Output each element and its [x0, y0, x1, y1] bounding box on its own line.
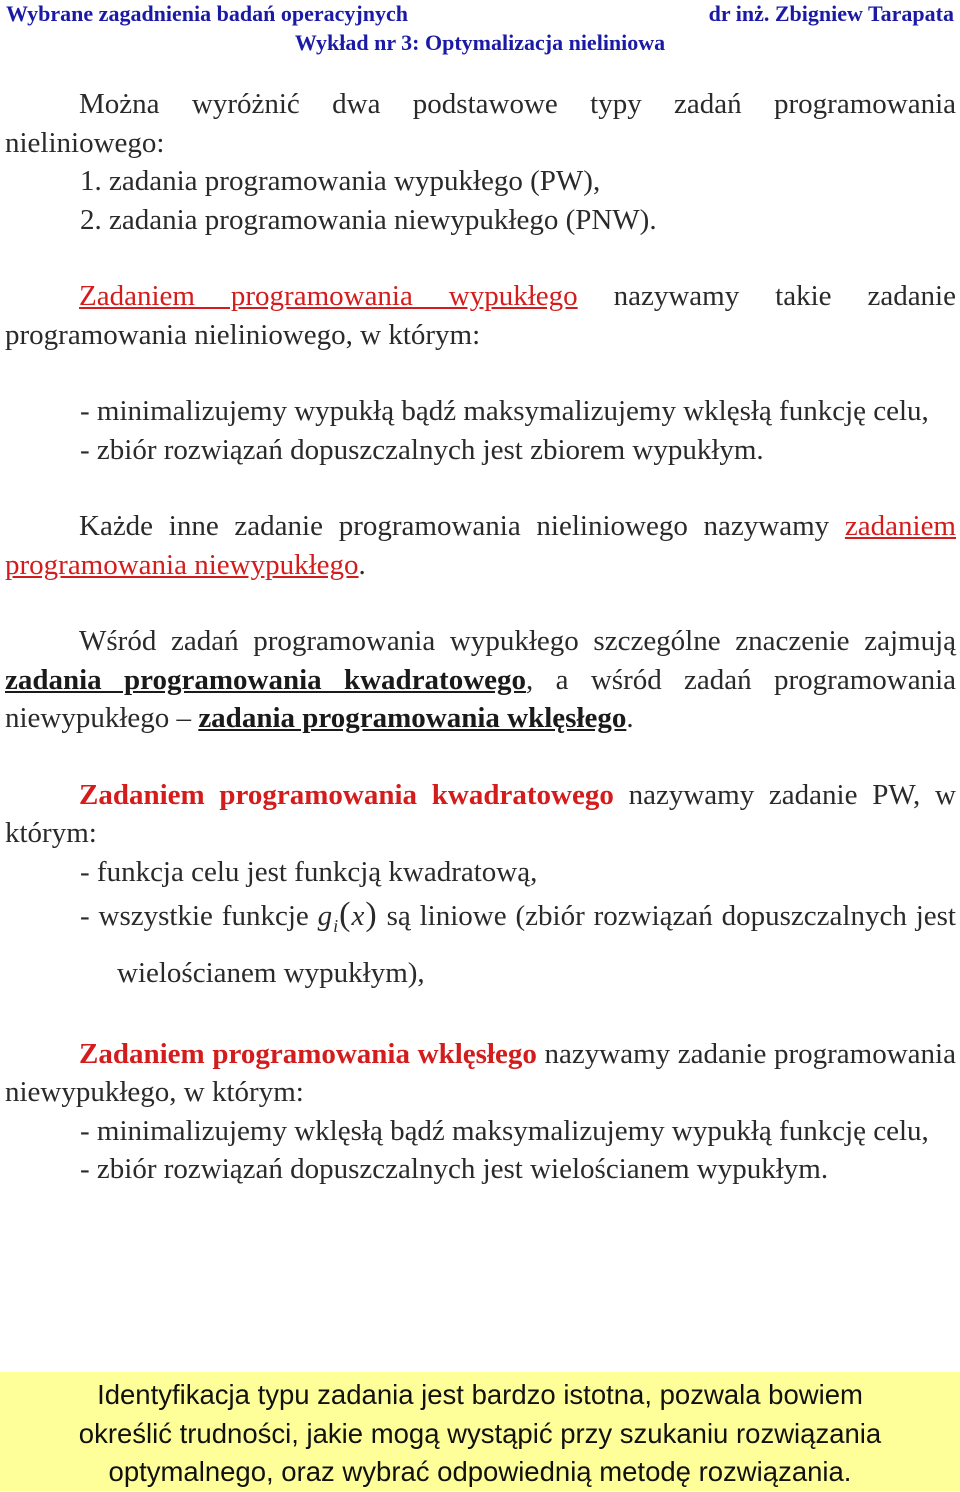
summary-box	[0, 1372, 960, 1491]
nonconvex-definition	[5, 507, 956, 584]
summary-line-2: określić trudności, jakie mogą wystąpić przy szukaniu rozwiązania	[78, 1417, 882, 1449]
intro-paragraph: Można wyróżnić dwa podstawowe typy zadań programowania nieliniowego:	[5, 88, 956, 159]
concave-definition	[5, 1035, 956, 1112]
nonconvex-term: zadaniem programowania niewypukłego	[5, 510, 956, 581]
quadratic-item-2	[5, 891, 956, 997]
lecture-title: Wykład nr 3: Optymalizacja nieliniowa	[294, 30, 666, 55]
quadratic-definition	[5, 776, 956, 853]
quadratic-term-link: zadania programowania kwadratowego	[5, 663, 527, 696]
special-text-1: Wśród zadań programowania wypukłego szczególne znaczenie zajmują	[79, 625, 956, 657]
intro-item-1: 1. zadania programowania wypukłego (PW),	[80, 165, 601, 197]
quadratic-term: Zadaniem programowania kwadratowego	[79, 778, 614, 811]
special-paragraph	[5, 622, 956, 738]
concave-item-1: - minimalizujemy wklęsłą bądź maksymalizujemy wypukłą funkcję celu,	[80, 1114, 929, 1147]
math-gi-x: $g_i(x)$	[317, 896, 378, 936]
nonconvex-end: .	[358, 548, 366, 581]
concave-term-link: zadania programowania wklęsłego	[198, 702, 627, 734]
quadratic-rest: nazywamy zadanie PW, w którym:	[5, 778, 956, 849]
convex-rest: nazywamy takie zadanie programowania nieliniowego, w którym:	[5, 280, 956, 351]
convex-term: Zadaniem programowania wypukłego	[79, 280, 578, 312]
special-text-2: , a wśród zadań programowania niewypukłego –	[5, 663, 956, 734]
concave-term: Zadaniem programowania wklęsłego	[79, 1037, 537, 1070]
page-header	[0, 0, 960, 60]
intro-item-2: 2. zadania programowania niewypukłego (PNW).	[80, 203, 657, 236]
document-body	[5, 85, 956, 1189]
convex-definition	[5, 277, 956, 354]
author-name: dr inż. Zbigniew Tarapata	[708, 1, 954, 26]
concave-rest: nazywamy zadanie programowania niewypukłego, w którym:	[5, 1037, 956, 1109]
convex-item-2: - zbiór rozwiązań dopuszczalnych jest zbiorem wypukłym.	[80, 433, 764, 466]
concave-item-2: - zbiór rozwiązań dopuszczalnych jest wielościanem wypukłym.	[80, 1153, 829, 1186]
summary-line-1: Identyfikacja typu zadania jest bardzo istotna, pozwala bowiem	[97, 1379, 863, 1410]
nonconvex-text: Każde inne zadanie programowania nieliniowego nazywamy	[79, 510, 845, 542]
quadratic-item-2-pre: - wszystkie funkcje	[80, 900, 318, 932]
convex-item-1: - minimalizujemy wypukłą bądź maksymalizujemy wklęsłą funkcję celu,	[80, 395, 929, 427]
course-title: Wybrane zagadnienia badań operacyjnych	[6, 1, 408, 26]
quadratic-item-2-post: są liniowe (zbiór rozwiązań dopuszczalnych jest wielościanem wypukłym),	[117, 900, 956, 989]
summary-line-3: optymalnego, oraz wybrać odpowiednią metodę rozwiązania.	[108, 1456, 852, 1487]
special-text-3: .	[626, 702, 634, 734]
quadratic-item-1: - funkcja celu jest funkcją kwadratową,	[80, 855, 538, 888]
